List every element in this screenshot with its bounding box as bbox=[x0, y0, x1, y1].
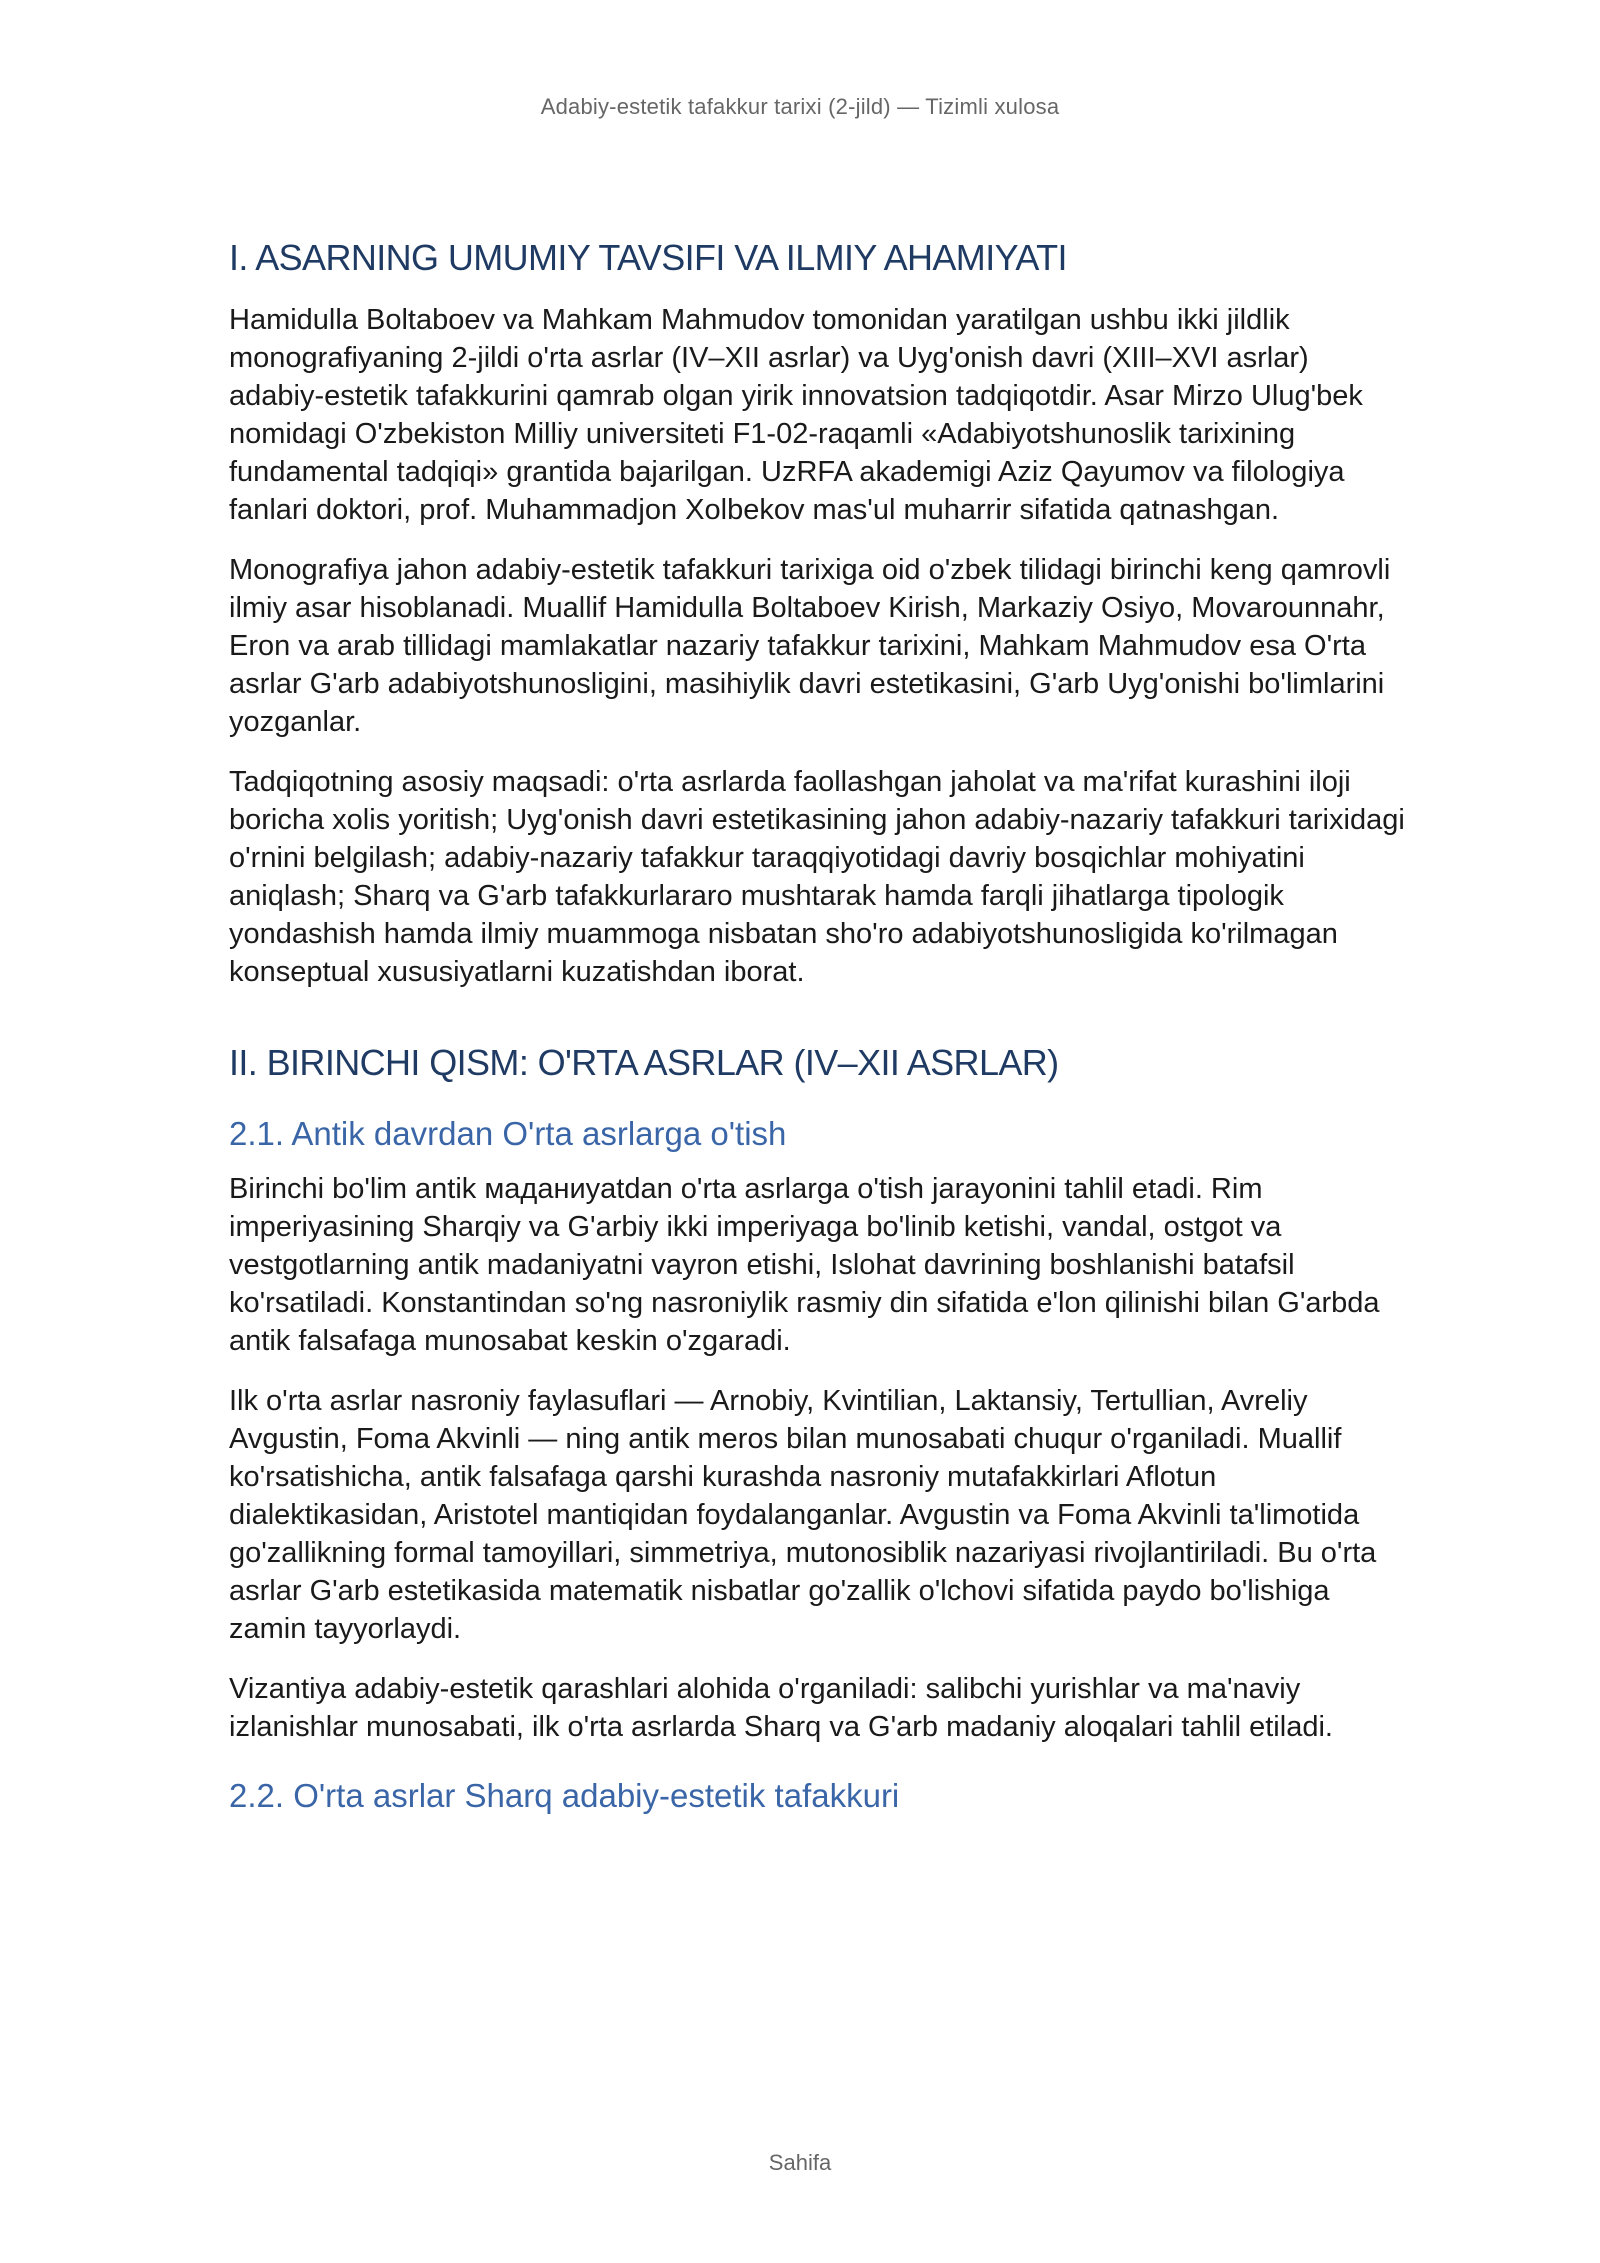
paragraph: Birinchi bo'lim antik мадaниyatdan o'rta asrlarga o'tish jarayonini tahlil etadi. Rim imperiyasining Sharqiy va G'arbiy ikki imperiyaga bo'linib ketishi, vandal, ostgot va vestgotlarning antik madaniyatni vayron etishi, Islohat davrining boshlanishi batafsil ko'rsatiladi. Konstantindan so'ng nasroniylik rasmiy din sifatida e'lon qilinishi bilan G'arbda antik falsafaga munosabat keskin o'zgaradi. bbox=[229, 1172, 1380, 1357]
paragraph: Vizantiya adabiy-estetik qarashlari alohida o'rganiladi: salibchi yurishlar va ma'naviy izlanishlar munosabati, ilk o'rta asrlarda Sharq va G'arb madaniy aloqalari tahlil etiladi. bbox=[229, 1672, 1333, 1743]
subsection-heading-2-2: 2.2. O'rta asrlar Sharq adabiy-estetik tafakkuri bbox=[229, 1776, 900, 1814]
paragraph: Monografiya jahon adabiy-estetik tafakkuri tarixiga oid o'zbek tilidagi birinchi keng qamrovli ilmiy asar hisoblanadi. Muallif Hamidulla Boltaboev Kirish, Markaziy Osiyo, Movarounnahr, Eron va arab tillidagi mamlakatlar nazariy tafakkur tarixini, Mahkam Mahmudov esa O'rta asrlar G'arb adabiyotshunosligini, masihiylik davri estetikasini, G'arb Uyg'onishi bo'limlarini yozganlar. bbox=[229, 554, 1391, 739]
section-heading-1: I. ASARNING UMUMIY TAVSIFI VA ILMIY AHAMIYATI bbox=[229, 237, 1067, 278]
subsection-heading-2-1: 2.1. Antik davrdan O'rta asrlarga o'tish bbox=[229, 1115, 787, 1153]
running-header: Adabiy-estetik tafakkur tarixi (2-jild) — Tizimli xulosa bbox=[540, 94, 1060, 119]
paragraph: Hamidulla Boltaboev va Mahkam Mahmudov tomonidan yaratilgan ushbu ikki jildlik monografiyaning 2-jildi o'rta asrlar (IV–XII asrlar) va Uyg'onish davri (XIII–XVI asrlar) adabiy-estetik tafakkurini qamrab olgan yirik innovatsion tadqiqotdir. Asar Mirzo Ulug'bek nomidagi O'zbekiston Milliy universiteti F1-02-raqamli «Adabiyotshunoslik tarixining fundamental tadqiqi» grantida bajarilgan. UzRFA akademigi Aziz Qayumov va filologiya fanlari doktori, prof. Muhammadjon Xolbekov mas'ul muharrir sifatida qatnashgan. bbox=[229, 304, 1363, 527]
page-footer: Sahifa bbox=[768, 2150, 832, 2175]
section-heading-2: II. BIRINCHI QISM: O'RTA ASRLAR (IV–XII ASRLAR) bbox=[229, 1042, 1059, 1084]
page-content bbox=[229, 236, 1409, 1832]
paragraph: Tadqiqotning asosiy maqsadi: o'rta asrlarda faollashgan jaholat va ma'rifat kurashini iloji boricha xolis yoritish; Uyg'onish davri estetikasining jahon adabiy-nazariy tafakkuri tarixidagi o'rnini belgilash; adabiy-nazariy tafakkur taraqqiyotidagi davriy bosqichlar mohiyatini aniqlash; Sharq va G'arb tafakkurlararo mushtarak hamda farqli jihatlarga tipologik yondashish hamda ilmiy muammoga nisbatan sho'ro adabiyotshunosligida ko'rilmagan konseptual xususiyatlarni kuzatishdan iborat. bbox=[229, 766, 1405, 989]
paragraph: Ilk o'rta asrlar nasroniy faylasuflari — Arnobiy, Kvintilian, Laktansiy, Tertullian, Avreliy Avgustin, Foma Akvinli — ning antik meros bilan munosabati chuqur o'rganiladi. Muallif ko'rsatishicha, antik falsafaga qarshi kurashda nasroniy mutafakkirlari Aflotun dialektikasidan, Aristotel mantiqidan foydalanganlar. Avgustin va Foma Akvinli ta'limotida go'zallikning formal tamoyillari, simmetriya, mutonosiblik nazariyasi rivojlantiriladi. Bu o'rta asrlar G'arb estetikasida matematik nisbatlar go'zallik o'lchovi sifatida paydo bo'lishiga zamin tayyorlaydi. bbox=[229, 1384, 1377, 1645]
